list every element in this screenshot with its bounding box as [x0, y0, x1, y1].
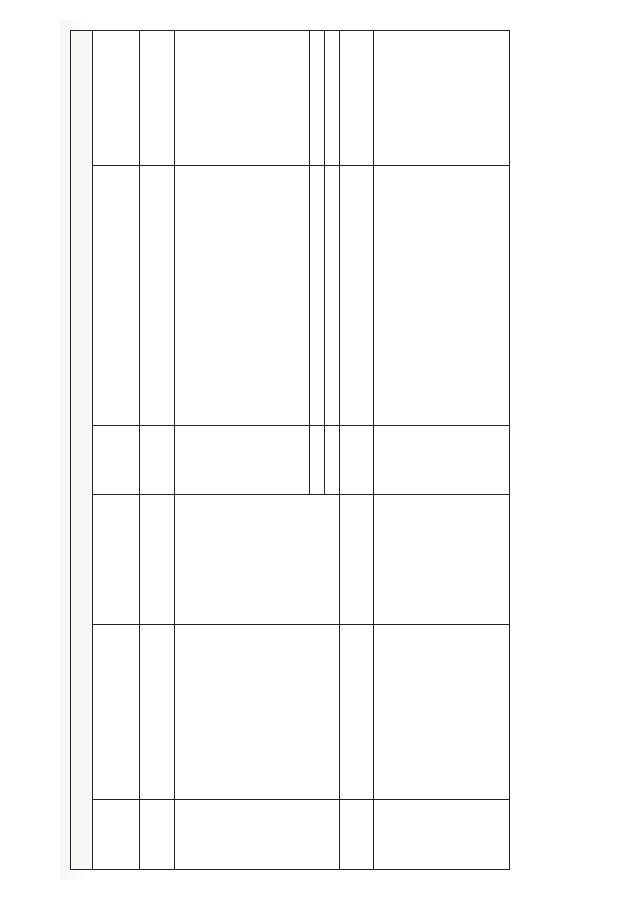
science-branch: [339, 31, 374, 166]
science-code: [174, 425, 310, 495]
specialty-code: [374, 800, 510, 870]
science-code: [140, 425, 175, 495]
table-row: [93, 31, 140, 870]
science-name: [174, 165, 310, 425]
specialty-name: [374, 625, 510, 800]
science-branch: [374, 31, 510, 166]
specialty-table-wrapper: [70, 30, 510, 870]
specialty-name: [93, 625, 140, 800]
science-code: [374, 425, 510, 495]
science-branch: [140, 31, 175, 166]
specialty-group: [374, 495, 510, 625]
specialty-group: [93, 495, 140, 625]
specialty-group: [140, 495, 175, 625]
science-code: [93, 425, 140, 495]
table-row: [140, 31, 175, 870]
science-code: [325, 425, 340, 495]
science-branch: [174, 31, 310, 166]
science-name: [140, 165, 175, 425]
specialty-name: [339, 625, 374, 800]
science-name: [310, 165, 325, 425]
science-name: [374, 165, 510, 425]
section-title: [71, 31, 93, 870]
specialty-code: [93, 800, 140, 870]
science-name: [339, 165, 374, 425]
specialty-code: [140, 800, 175, 870]
table-row: [339, 31, 374, 870]
science-branch: [310, 31, 325, 166]
specialty-code: [174, 800, 339, 870]
table-row: [174, 31, 310, 870]
specialty-group: [174, 495, 339, 625]
section-row: [71, 31, 93, 870]
science-code: [339, 425, 374, 495]
specialty-name: [140, 625, 175, 800]
table-row: [374, 31, 510, 870]
science-branch: [325, 31, 340, 166]
specialty-group: [339, 495, 374, 625]
science-name: [325, 165, 340, 425]
science-code: [310, 425, 325, 495]
specialty-code: [339, 800, 374, 870]
science-name: [93, 165, 140, 425]
specialty-name: [174, 625, 339, 800]
specialty-table: [70, 30, 510, 870]
science-branch: [93, 31, 140, 166]
